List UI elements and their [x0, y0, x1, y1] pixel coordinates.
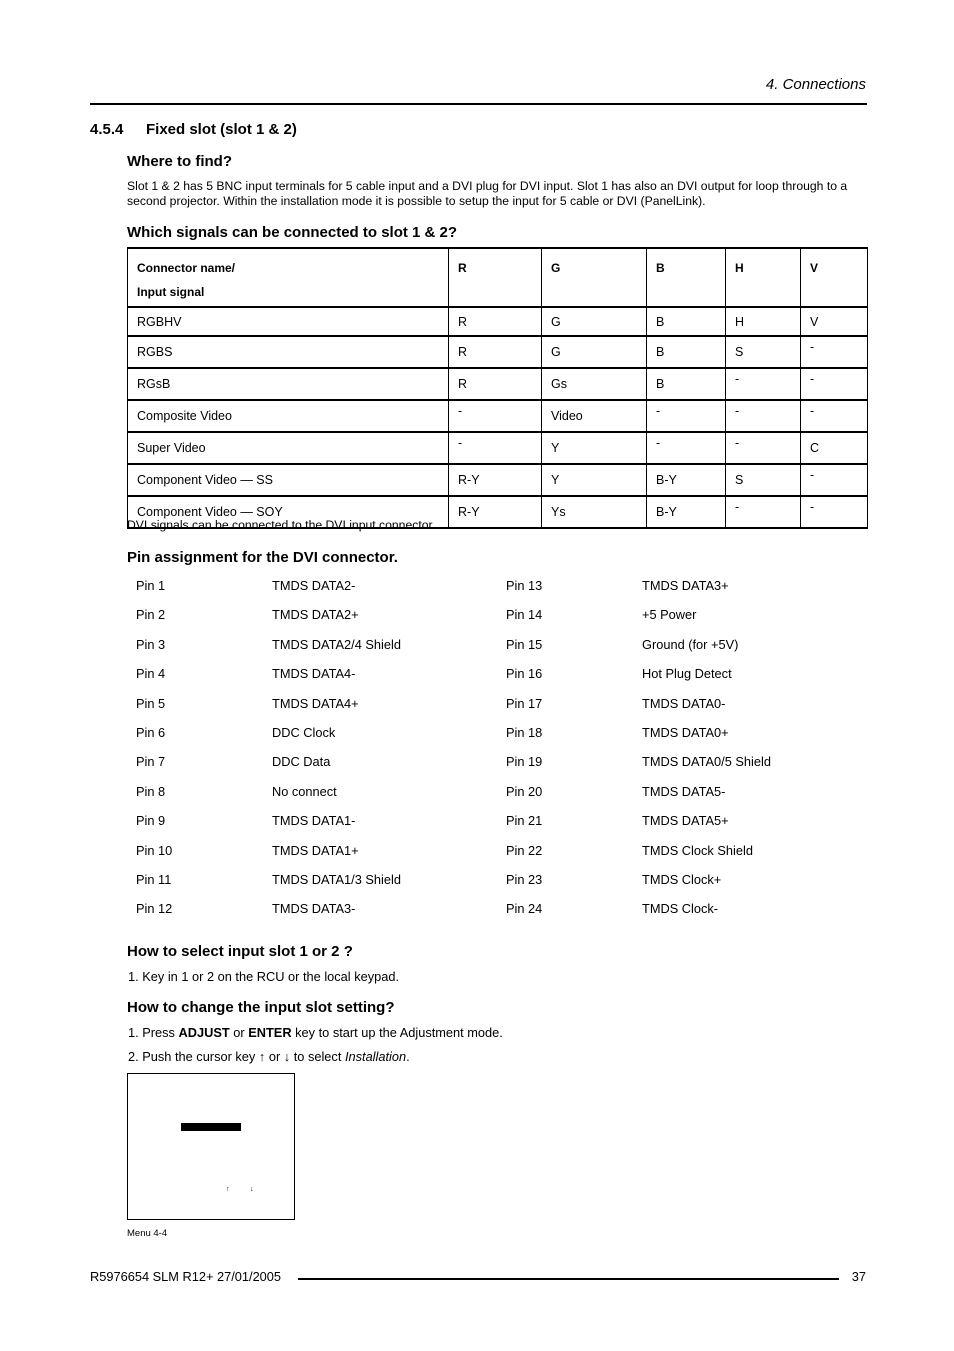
signal-cell: V [801, 307, 868, 336]
pin-number: Pin 23 [506, 871, 543, 887]
signal-name-cell: Component Video — SS [128, 464, 449, 496]
pin-row [136, 607, 876, 636]
pin-signal: TMDS DATA0/5 Shield [642, 754, 771, 770]
pin-signal: Hot Plug Detect [642, 666, 732, 682]
pin-number: Pin 22 [506, 842, 543, 858]
signal-cell: - [801, 368, 868, 400]
pin-number: Pin 8 [136, 783, 166, 799]
signal-cell: B-Y [647, 496, 726, 528]
pin-signal: TMDS DATA1+ [272, 842, 359, 858]
header-cell: B [647, 248, 726, 307]
pin-row [136, 725, 876, 754]
pin-number: Pin 11 [136, 871, 172, 887]
adjust-key: ADJUST [178, 1025, 230, 1040]
signal-cell: R [449, 307, 542, 336]
footer-rule [298, 1278, 839, 1280]
pin-signal: TMDS DATA2+ [272, 607, 359, 623]
pin-table [136, 578, 876, 931]
pin-signal: TMDS Clock- [642, 901, 719, 917]
pin-row [136, 813, 876, 842]
signal-cell: R-Y [449, 464, 542, 496]
pin-signal: TMDS DATA4- [272, 666, 356, 682]
change-step-1: 1. Press ADJUST or ENTER key to start up the Adjustment mode. [128, 1025, 503, 1040]
pin-signal: TMDS Clock+ [642, 871, 722, 887]
pin-signal: DDC Clock [272, 724, 336, 740]
signal-cell: R [449, 336, 542, 368]
pin-number: Pin 19 [506, 754, 543, 770]
pin-number: Pin 20 [506, 783, 543, 799]
signal-name-cell: Super Video [128, 432, 449, 464]
dvi-note: DVI signals can be connected to the DVI input connector. [127, 518, 436, 532]
signal-cell: - [449, 432, 542, 464]
signal-cell: - [647, 400, 726, 432]
signal-cell: G [542, 336, 647, 368]
change-heading: How to change the input slot setting? [127, 999, 395, 1016]
pin-number: Pin 7 [136, 754, 166, 770]
signal-cell: - [449, 400, 542, 432]
pin-signal: TMDS DATA5+ [642, 813, 729, 829]
menu-caption: Menu 4-4 [127, 1228, 168, 1239]
signal-cell: B [647, 336, 726, 368]
pin-number: Pin 10 [136, 842, 173, 858]
signal-name-cell: RGsB [128, 368, 449, 400]
pin-signal: TMDS DATA4+ [272, 695, 359, 711]
select-heading: How to select input slot 1 or 2 ? [127, 943, 353, 960]
installation-term: Installation [344, 1049, 407, 1064]
signal-cell: Y [542, 464, 647, 496]
signal-cell: - [801, 464, 868, 496]
signal-cell: Gs [542, 368, 647, 400]
enter-key: ENTER [248, 1025, 292, 1040]
signal-cell: B-Y [647, 464, 726, 496]
pin-number: Pin 18 [506, 724, 543, 740]
pin-signal: No connect [272, 783, 337, 799]
pin-signal: Ground (for +5V) [642, 636, 739, 652]
signal-row [128, 432, 868, 464]
pin-row [136, 784, 876, 813]
change-step-2: 2. Push the cursor key ↑ or ↓ to select Installation. [128, 1049, 410, 1064]
header-cell: R [449, 248, 542, 307]
menu-image [127, 1073, 295, 1220]
header-cell: Connector name/ Input signal [128, 248, 449, 307]
pin-signal: TMDS DATA2/4 Shield [272, 636, 401, 652]
pin-signal: +5 Power [642, 607, 697, 623]
where-heading: Where to find? [127, 153, 232, 170]
menu-selection-bar [181, 1123, 241, 1131]
signal-cell: S [726, 336, 801, 368]
pin-row [136, 666, 876, 695]
pin-number: Pin 1 [136, 578, 166, 593]
signal-cell: - [726, 368, 801, 400]
signal-cell: C [801, 432, 868, 464]
pin-signal: TMDS DATA1/3 Shield [272, 871, 401, 887]
pin-signal: TMDS DATA0+ [642, 724, 729, 740]
pin-row [136, 754, 876, 783]
pin-number: Pin 24 [506, 901, 543, 917]
pin-number: Pin 5 [136, 695, 166, 711]
chapter-header: 4. Connections [765, 76, 866, 93]
signal-cell: Ys [542, 496, 647, 528]
signal-cell: R [449, 368, 542, 400]
pin-number: Pin 15 [506, 636, 543, 652]
header-rule [90, 103, 867, 105]
header-cell: V [801, 248, 868, 307]
header-cell: H [726, 248, 801, 307]
pin-row [136, 843, 876, 872]
pin-row [136, 872, 876, 901]
pin-number: Pin 4 [136, 666, 166, 682]
signals-table [127, 247, 868, 529]
signal-name-cell: RGBS [128, 336, 449, 368]
pin-number: Pin 14 [506, 607, 543, 623]
up-arrow-icon: ↑ [226, 1186, 230, 1193]
signal-cell: - [801, 336, 868, 368]
signal-cell: B [647, 307, 726, 336]
signal-row [128, 368, 868, 400]
signals-header-row [128, 248, 868, 307]
signal-cell: - [726, 432, 801, 464]
pin-signal: DDC Data [272, 754, 331, 770]
pin-row [136, 696, 876, 725]
pin-number: Pin 13 [506, 578, 543, 593]
signal-row [128, 307, 868, 336]
signal-cell: B [647, 368, 726, 400]
signal-cell: - [647, 432, 726, 464]
signals-heading: Which signals can be connected to slot 1 & 2? [127, 224, 458, 241]
pin-row [136, 901, 876, 930]
footer-doc-id: R5976654 SLM R12+ 27/01/2005 [90, 1269, 282, 1284]
page-number: 37 [851, 1269, 866, 1284]
signal-name-cell: RGBHV [128, 307, 449, 336]
pin-number: Pin 3 [136, 636, 166, 652]
pin-signal: TMDS Clock Shield [642, 842, 753, 858]
signal-cell: Y [542, 432, 647, 464]
pins-heading: Pin assignment for the DVI connector. [127, 549, 398, 566]
where-text: Slot 1 & 2 has 5 BNC input terminals for 5 cable input and a DVI plug for DVI input. Slot 1 has also an DVI output for loop through to a second projector. Within the installation mode it is possible to setup the input for 5 cable or DVI (PanelLink). [127, 179, 848, 208]
signal-cell: H [726, 307, 801, 336]
down-arrow-icon: ↓ [250, 1186, 254, 1193]
pin-row [136, 637, 876, 666]
signal-name-cell: Composite Video [128, 400, 449, 432]
pin-signal: TMDS DATA2- [272, 578, 356, 593]
signal-cell: R-Y [449, 496, 542, 528]
header-cell: G [542, 248, 647, 307]
pin-number: Pin 12 [136, 901, 173, 917]
pin-number: Pin 17 [506, 695, 543, 711]
pin-signal: TMDS DATA3- [272, 901, 356, 917]
pin-signal: TMDS DATA5- [642, 783, 726, 799]
pin-number: Pin 21 [506, 813, 543, 829]
section-number: 4.5.4 [90, 121, 124, 138]
pin-signal: TMDS DATA3+ [642, 578, 729, 593]
signal-row [128, 336, 868, 368]
pin-number: Pin 6 [136, 724, 166, 740]
signal-cell: G [542, 307, 647, 336]
pin-number: Pin 9 [136, 813, 166, 829]
signal-row [128, 400, 868, 432]
signal-name-cell: Component Video — SOY [128, 496, 449, 528]
pin-row [136, 578, 876, 607]
section-title [90, 121, 297, 138]
signal-cell: - [726, 496, 801, 528]
pin-number: Pin 2 [136, 607, 166, 623]
signal-cell: S [726, 464, 801, 496]
signal-cell: Video [542, 400, 647, 432]
pin-number: Pin 16 [506, 666, 543, 682]
signal-row [128, 464, 868, 496]
signal-cell: - [726, 400, 801, 432]
select-step-1: 1. Key in 1 or 2 on the RCU or the local keypad. [128, 969, 400, 984]
pin-signal: TMDS DATA0- [642, 695, 726, 711]
section-name: Fixed slot (slot 1 & 2) [146, 121, 297, 138]
signal-cell: - [801, 400, 868, 432]
signal-cell: - [801, 496, 868, 528]
pin-signal: TMDS DATA1- [272, 813, 356, 829]
